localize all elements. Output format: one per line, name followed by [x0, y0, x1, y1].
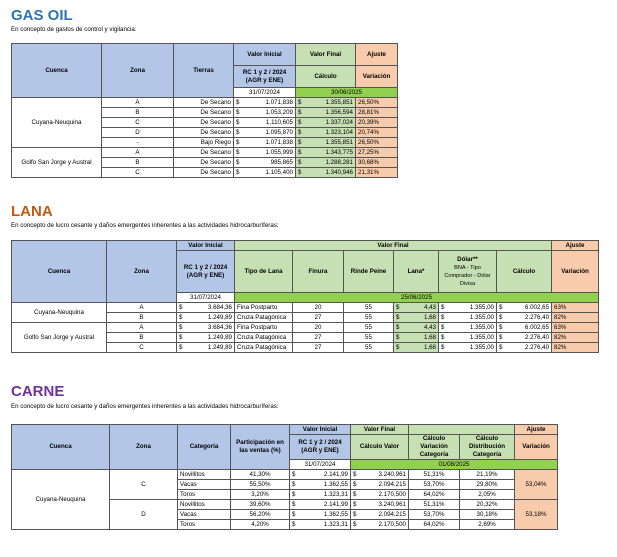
carne-inicial — [290, 470, 351, 480]
gasoil-inicial — [234, 168, 296, 178]
lana-lana-value: 1,68 — [423, 333, 436, 341]
lana-dolar-value: 1.355,00 — [469, 313, 494, 321]
carne-valor-value: 2.170,500 — [378, 520, 406, 528]
currency-symbol: $ — [396, 303, 400, 311]
gasoil-zona: C — [102, 118, 174, 128]
carne-header-valor-inicial: Valor Inicial — [290, 425, 351, 435]
lana-tipo: Fina Postparto — [235, 323, 293, 333]
gasoil-tierras: De Secano — [174, 168, 234, 178]
currency-symbol: $ — [236, 148, 240, 156]
gasoil-variacion: 27,25% — [356, 148, 398, 158]
carne-header-calculo-variacion: Cálculo Variación Categoría — [409, 435, 460, 460]
gasoil-final-value: 1.356,594 — [325, 108, 353, 116]
lana-zona: A — [107, 303, 177, 313]
lana-variacion: 63% — [552, 303, 599, 313]
lana-lana-value: 4,43 — [423, 323, 436, 331]
currency-symbol: $ — [292, 520, 296, 528]
carne-inicial — [290, 480, 351, 490]
lana-lana — [394, 333, 439, 343]
gasoil-tierras: De Secano — [174, 128, 234, 138]
carne-var-cat: 53,70% — [409, 510, 460, 520]
carne-dist-cat: 20,32% — [460, 500, 515, 510]
table-row — [12, 148, 398, 158]
currency-symbol: $ — [353, 510, 357, 518]
lana-date-inicial: 31/07/2024 — [177, 293, 235, 303]
carne-dist-cat: 30,18% — [460, 510, 515, 520]
currency-symbol: $ — [298, 148, 302, 156]
lana-calculo-value: 6.002,65 — [524, 323, 550, 331]
currency-symbol: $ — [179, 343, 183, 351]
lana-variacion: 63% — [552, 323, 599, 333]
gasoil-final-value: 1.355,851 — [325, 138, 353, 146]
carne-date-inicial: 31/07/2024 — [290, 460, 351, 470]
gasoil-inicial — [234, 108, 296, 118]
currency-symbol: $ — [298, 118, 302, 126]
lana-tipo: Cruza Patagónica — [235, 343, 293, 353]
lana-calculo — [497, 333, 552, 343]
currency-symbol: $ — [298, 128, 302, 136]
lana-dolar-value: 1.355,00 — [469, 323, 494, 331]
currency-symbol: $ — [353, 470, 357, 478]
gasoil-inicial — [234, 138, 296, 148]
carne-table — [11, 424, 558, 530]
gasoil-subtitle: En concepto de gastos de control y vigilancia: — [11, 26, 137, 33]
gasoil-inicial — [234, 148, 296, 158]
gasoil-variacion: 20,39% — [356, 118, 398, 128]
carne-participacion: 39,60% — [231, 500, 290, 510]
carne-dist-cat: 2,05% — [460, 490, 515, 500]
lana-header-rinde: Rinde Peine — [344, 251, 394, 293]
carne-valor — [351, 510, 409, 520]
currency-symbol: $ — [179, 303, 183, 311]
lana-inicial-value: 3.684,36 — [207, 303, 232, 311]
gasoil-final — [296, 158, 356, 168]
lana-zona: B — [107, 333, 177, 343]
gasoil-header-cuenca: Cuenca — [12, 44, 102, 98]
currency-symbol: $ — [298, 98, 302, 106]
gasoil-table — [11, 43, 398, 178]
carne-inicial-value: 1.323,31 — [323, 490, 348, 498]
currency-symbol: $ — [499, 313, 503, 321]
lana-header-dolar — [439, 251, 497, 293]
currency-symbol: $ — [292, 510, 296, 518]
gasoil-zona: - — [102, 138, 174, 148]
gasoil-final — [296, 138, 356, 148]
gasoil-zona: B — [102, 108, 174, 118]
gasoil-inicial-value: 1.071,838 — [265, 98, 293, 106]
gasoil-final — [296, 168, 356, 178]
currency-symbol: $ — [236, 138, 240, 146]
lana-date-final: 25/06/2025 — [235, 293, 599, 303]
gasoil-tierras: De Secano — [174, 118, 234, 128]
lana-calculo-value: 2.276,40 — [524, 343, 550, 351]
carne-date-final: 01/08/2025 — [351, 460, 558, 470]
gasoil-date-final: 30/06/2025 — [296, 88, 398, 98]
lana-tipo: Fina Postparto — [235, 303, 293, 313]
currency-symbol: $ — [499, 343, 503, 351]
lana-table — [11, 240, 599, 353]
lana-finura: 27 — [293, 313, 344, 323]
carne-inicial — [290, 500, 351, 510]
gasoil-header-variacion: Variación — [356, 66, 398, 88]
carne-var-cat: 51,31% — [409, 470, 460, 480]
gasoil-inicial — [234, 118, 296, 128]
gasoil-final — [296, 148, 356, 158]
currency-symbol: $ — [179, 313, 183, 321]
currency-symbol: $ — [499, 303, 503, 311]
lana-cuenca: Cuyana-Neuquina — [12, 303, 107, 323]
gasoil-final-value: 1.288,281 — [325, 158, 353, 166]
gasoil-tierras: Bajo Riego — [174, 138, 234, 148]
currency-symbol: $ — [298, 158, 302, 166]
lana-header-dolar-note: BNA - Tipo Comprador - Dólar Divisa — [444, 264, 491, 287]
lana-zona: B — [107, 313, 177, 323]
carne-header-cuenca: Cuenca — [12, 425, 110, 470]
carne-categoria: Vacas — [178, 480, 231, 490]
carne-variacion: 53,04% — [515, 470, 558, 500]
carne-inicial — [290, 510, 351, 520]
lana-variacion: 82% — [552, 313, 599, 323]
carne-valor-value: 2.170,500 — [378, 490, 406, 498]
currency-symbol: $ — [236, 168, 240, 176]
currency-symbol: $ — [292, 490, 296, 498]
gasoil-title: GAS OIL — [11, 7, 73, 24]
carne-participacion: 3,20% — [231, 490, 290, 500]
currency-symbol: $ — [441, 303, 445, 311]
currency-symbol: $ — [236, 108, 240, 116]
carne-inicial-value: 1.362,55 — [323, 480, 348, 488]
gasoil-tierras: De Secano — [174, 108, 234, 118]
lana-calculo-value: 2.276,40 — [524, 313, 550, 321]
lana-calculo — [497, 303, 552, 313]
currency-symbol: $ — [396, 333, 400, 341]
carne-inicial-value: 1.323,31 — [323, 520, 348, 528]
lana-inicial-value: 1.249,89 — [207, 343, 232, 351]
currency-symbol: $ — [292, 470, 296, 478]
table-row — [12, 470, 558, 480]
currency-symbol: $ — [298, 108, 302, 116]
lana-lana-value: 1,68 — [423, 313, 436, 321]
lana-dolar-value: 1.355,00 — [469, 303, 494, 311]
lana-zona: C — [107, 343, 177, 353]
lana-header-cuenca: Cuenca — [12, 241, 107, 303]
lana-zona: A — [107, 323, 177, 333]
currency-symbol: $ — [353, 520, 357, 528]
carne-valor-value: 3.240,961 — [378, 470, 406, 478]
gasoil-variacion: 30,68% — [356, 158, 398, 168]
lana-dolar — [439, 313, 497, 323]
lana-finura: 20 — [293, 323, 344, 333]
carne-valor — [351, 490, 409, 500]
gasoil-tierras: De Secano — [174, 98, 234, 108]
lana-dolar-value: 1.355,00 — [469, 343, 494, 351]
currency-symbol: $ — [441, 333, 445, 341]
gasoil-final-value: 1.323,104 — [325, 128, 353, 136]
currency-symbol: $ — [396, 323, 400, 331]
gasoil-tierras: De Secano — [174, 148, 234, 158]
gasoil-inicial-value: 1.095,870 — [265, 128, 293, 136]
gasoil-final — [296, 118, 356, 128]
lana-header-finura: Finura — [293, 251, 344, 293]
lana-header-tipo: Tipo de Lana — [235, 251, 293, 293]
carne-valor — [351, 500, 409, 510]
gasoil-inicial-value: 1.105,400 — [265, 168, 293, 176]
lana-inicial-value: 1.249,89 — [207, 333, 232, 341]
lana-finura: 20 — [293, 303, 344, 313]
carne-header-blank — [409, 425, 515, 435]
currency-symbol: $ — [236, 128, 240, 136]
gasoil-variacion: 20,74% — [356, 128, 398, 138]
lana-header-calculo: Cálculo — [497, 251, 552, 293]
carne-inicial — [290, 490, 351, 500]
lana-inicial — [177, 343, 235, 353]
gasoil-inicial-value: 1.071,838 — [265, 138, 293, 146]
carne-var-cat: 64,02% — [409, 490, 460, 500]
lana-dolar — [439, 303, 497, 313]
carne-valor — [351, 480, 409, 490]
lana-tipo: Cruza Patagónica — [235, 313, 293, 323]
lana-calculo — [497, 323, 552, 333]
currency-symbol: $ — [292, 480, 296, 488]
lana-dolar-value: 1.355,00 — [469, 333, 494, 341]
gasoil-final-value: 1.343,775 — [325, 148, 353, 156]
lana-rinde: 55 — [344, 333, 394, 343]
lana-inicial — [177, 333, 235, 343]
gasoil-header-calculo: Cálculo — [296, 66, 356, 88]
lana-inicial — [177, 303, 235, 313]
carne-valor-value: 3.240,961 — [378, 500, 406, 508]
lana-lana-value: 4,43 — [423, 303, 436, 311]
carne-zona: D — [110, 500, 178, 530]
carne-header-categoria: Categoría — [178, 425, 231, 470]
gasoil-tierras: De Secano — [174, 158, 234, 168]
gasoil-zona: A — [102, 148, 174, 158]
gasoil-header-valor-inicial: Valor Inicial — [234, 44, 296, 66]
carne-header-valor-final: Valor Final — [351, 425, 409, 435]
currency-symbol: $ — [499, 323, 503, 331]
lana-title: LANA — [11, 203, 53, 220]
carne-participacion: 56,20% — [231, 510, 290, 520]
gasoil-inicial-value: 1.110,605 — [265, 118, 293, 126]
currency-symbol: $ — [236, 98, 240, 106]
carne-zona: C — [110, 470, 178, 500]
lana-lana — [394, 303, 439, 313]
currency-symbol: $ — [236, 118, 240, 126]
carne-participacion: 41,30% — [231, 470, 290, 480]
carne-header-rc: RC 1 y 2 / 2024 (AGR y ENE) — [290, 435, 351, 460]
gasoil-final — [296, 108, 356, 118]
lana-calculo — [497, 343, 552, 353]
lana-finura: 27 — [293, 333, 344, 343]
lana-inicial-value: 1.249,89 — [207, 313, 232, 321]
lana-finura: 27 — [293, 343, 344, 353]
gasoil-variacion: 26,50% — [356, 138, 398, 148]
carne-cuenca: Cuyana-Neuquina — [12, 470, 110, 530]
gasoil-final-value: 1.340,946 — [325, 168, 353, 176]
lana-dolar — [439, 333, 497, 343]
carne-dist-cat: 29,80% — [460, 480, 515, 490]
lana-cuenca: Golfo San Jorge y Austral — [12, 323, 107, 353]
gasoil-final — [296, 98, 356, 108]
currency-symbol: $ — [353, 500, 357, 508]
lana-inicial-value: 3.684,36 — [207, 323, 232, 331]
lana-rinde: 55 — [344, 303, 394, 313]
gasoil-date-inicial: 31/07/2024 — [234, 88, 296, 98]
table-row — [12, 98, 398, 108]
lana-lana — [394, 323, 439, 333]
gasoil-final-value: 1.355,851 — [325, 98, 353, 106]
gasoil-zona: A — [102, 98, 174, 108]
currency-symbol: $ — [236, 158, 240, 166]
currency-symbol: $ — [298, 138, 302, 146]
currency-symbol: $ — [292, 500, 296, 508]
currency-symbol: $ — [396, 343, 400, 351]
carne-categoria: Toros — [178, 490, 231, 500]
currency-symbol: $ — [353, 490, 357, 498]
lana-header-variacion: Variación — [552, 251, 599, 293]
table-row — [12, 323, 599, 333]
carne-header-calculo-valor: Cálculo Valor — [351, 435, 409, 460]
carne-title: CARNE — [11, 383, 65, 400]
lana-header-zona: Zona — [107, 241, 177, 303]
currency-symbol: $ — [353, 480, 357, 488]
lana-dolar — [439, 343, 497, 353]
table-row — [12, 303, 599, 313]
lana-rinde: 55 — [344, 343, 394, 353]
gasoil-inicial — [234, 128, 296, 138]
gasoil-cuenca: Golfo San Jorge y Austral — [12, 148, 102, 178]
carne-variacion: 53,18% — [515, 500, 558, 530]
carne-dist-cat: 21,19% — [460, 470, 515, 480]
lana-header-valor-inicial: Valor Inicial — [177, 241, 235, 251]
carne-valor-value: 2.094,215 — [378, 480, 406, 488]
lana-inicial — [177, 323, 235, 333]
carne-var-cat: 53,70% — [409, 480, 460, 490]
lana-variacion: 82% — [552, 333, 599, 343]
gasoil-header-tierras: Tierras — [174, 44, 234, 98]
currency-symbol: $ — [441, 313, 445, 321]
carne-var-cat: 51,31% — [409, 500, 460, 510]
lana-header-dolar-label: Dólar** — [457, 255, 478, 263]
gasoil-header-ajuste: Ajuste — [356, 44, 398, 66]
lana-calculo — [497, 313, 552, 323]
carne-header-participacion: Participación en las ventas (%) — [231, 425, 290, 470]
lana-subtitle: En concepto de lucro cesante y daños emergentes inherentes a las actividades hidrocarburíferas: — [11, 222, 279, 229]
currency-symbol: $ — [298, 168, 302, 176]
carne-var-cat: 64,02% — [409, 520, 460, 530]
carne-participacion: 4,20% — [231, 520, 290, 530]
lana-header-valor-final: Valor Final — [235, 241, 552, 251]
gasoil-variacion: 28,81% — [356, 108, 398, 118]
gasoil-inicial-value: 1.055,999 — [265, 148, 293, 156]
lana-header-lana: Lana* — [394, 251, 439, 293]
carne-dist-cat: 2,69% — [460, 520, 515, 530]
gasoil-header-zona: Zona — [102, 44, 174, 98]
lana-header-ajuste: Ajuste — [552, 241, 599, 251]
carne-inicial-value: 1.362,55 — [323, 510, 348, 518]
lana-dolar — [439, 323, 497, 333]
currency-symbol: $ — [396, 313, 400, 321]
carne-categoria: Novillitos — [178, 500, 231, 510]
carne-header-calculo-distribucion: Cálculo Distribución Categoría — [460, 435, 515, 460]
carne-inicial-value: 2.141,99 — [323, 500, 348, 508]
lana-calculo-value: 2.276,40 — [524, 333, 550, 341]
carne-valor — [351, 520, 409, 530]
gasoil-inicial-value: 1.053,209 — [265, 108, 293, 116]
gasoil-zona: B — [102, 158, 174, 168]
currency-symbol: $ — [179, 333, 183, 341]
gasoil-final-value: 1.337,024 — [325, 118, 353, 126]
currency-symbol: $ — [499, 333, 503, 341]
lana-header-rc: RC 1 y 2 / 2024 (AGR y ENE) — [177, 251, 235, 293]
gasoil-inicial-value: 985,865 — [270, 158, 293, 166]
carne-valor — [351, 470, 409, 480]
gasoil-inicial — [234, 158, 296, 168]
lana-inicial — [177, 313, 235, 323]
gasoil-final — [296, 128, 356, 138]
currency-symbol: $ — [441, 323, 445, 331]
currency-symbol: $ — [179, 323, 183, 331]
carne-header-ajuste: Ajuste — [515, 425, 558, 435]
lana-rinde: 55 — [344, 313, 394, 323]
currency-symbol: $ — [441, 343, 445, 351]
lana-lana-value: 1,68 — [423, 343, 436, 351]
lana-rinde: 55 — [344, 323, 394, 333]
carne-inicial — [290, 520, 351, 530]
carne-inicial-value: 2.141,99 — [323, 470, 348, 478]
gasoil-variacion: 26,50% — [356, 98, 398, 108]
lana-lana — [394, 343, 439, 353]
lana-calculo-value: 6.002,65 — [524, 303, 550, 311]
gasoil-cuenca: Cuyana-Neuquina — [12, 98, 102, 148]
carne-categoria: Novillitos — [178, 470, 231, 480]
lana-tipo: Cruza Patagónica — [235, 333, 293, 343]
carne-subtitle: En concepto de lucro cesante y daños emergentes inherentes a las actividades hidrocarburíferas: — [11, 403, 279, 410]
lana-variacion: 82% — [552, 343, 599, 353]
carne-header-zona: Zona — [110, 425, 178, 470]
carne-participacion: 55,50% — [231, 480, 290, 490]
carne-header-variacion: Variación — [515, 435, 558, 460]
carne-categoria: Vacas — [178, 510, 231, 520]
gasoil-header-rc: RC 1 y 2 / 2024 (AGR y ENE) — [234, 66, 296, 88]
gasoil-zona: C — [102, 168, 174, 178]
lana-lana — [394, 313, 439, 323]
gasoil-zona: D — [102, 128, 174, 138]
gasoil-inicial — [234, 98, 296, 108]
gasoil-variacion: 21,31% — [356, 168, 398, 178]
gasoil-header-valor-final: Valor Final — [296, 44, 356, 66]
carne-valor-value: 2.094,215 — [378, 510, 406, 518]
carne-categoria: Toros — [178, 520, 231, 530]
